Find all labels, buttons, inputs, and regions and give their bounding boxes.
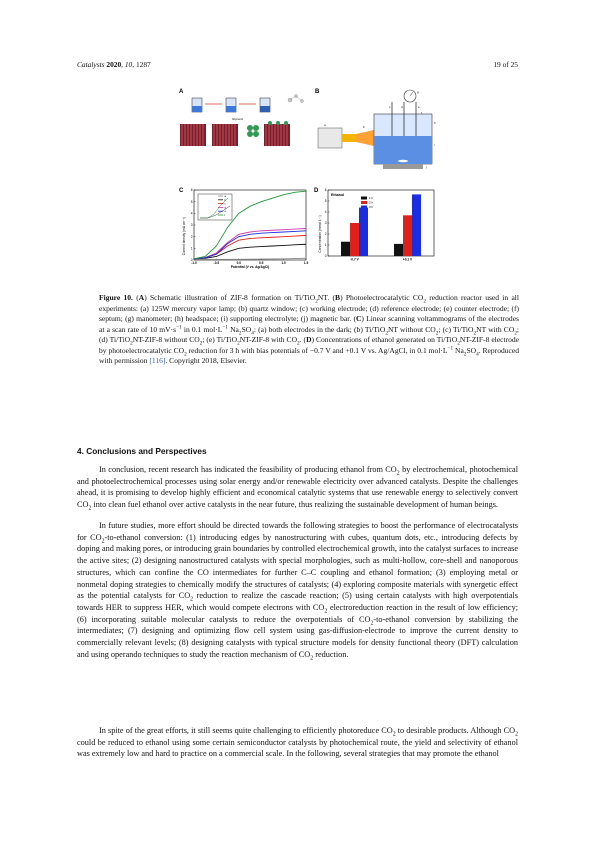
part-label-e: e bbox=[418, 105, 420, 109]
part-label-a: a bbox=[324, 123, 326, 127]
chart-c-legend-label: e bbox=[224, 210, 226, 214]
section-heading: 4. Conclusions and Perspectives bbox=[77, 446, 207, 456]
chart-c-legend-label: d bbox=[224, 206, 226, 210]
chart-c-ytick-label: 4 bbox=[190, 211, 193, 216]
chart-c-xtick-label: -1.0 bbox=[191, 261, 197, 265]
chart-c-ytick-label: 1 bbox=[190, 246, 193, 251]
paragraph-1: In conclusion, recent research has indicated the feasibility of producing ethanol from $CO_2$ by electrochemical, photochemical and photoelectrochemical processes using solar energy and/or renewable electricity over advanced catalysts. Despite the challenges ahead, it is promising to develop highly efficient and economical catalytic systems that use renewable energy to selectively convert $CO_2$ into clean fuel ethanol over active catalysts in the near future, thus realizing the sustainable development of human beings. bbox=[77, 465, 519, 512]
panel-c-chart bbox=[182, 188, 308, 269]
paragraph-3: In spite of the great efforts, it still seems quite challenging to efficiently photoreduce $CO_2$ to desirable products. Although $CO_2$ could be reduced to ethanol using some certain semiconductor catalysts by photochemical route, the yield and selectivity of ethanol was extremely low and hard to practice on a commercial scale. In the following, several strategies that may promote the ethanol bbox=[77, 726, 518, 759]
chart-c-xtick-label: 0.0 bbox=[236, 261, 242, 265]
chart-d-ytick-label: 5 bbox=[324, 199, 327, 204]
chart-c-legend-label: b bbox=[224, 198, 226, 202]
figure-10 bbox=[178, 84, 440, 269]
page-number: 19 of 25 bbox=[493, 60, 518, 69]
journal-volume: 10 bbox=[124, 60, 133, 69]
part-label-c: c bbox=[389, 105, 391, 109]
panel-b-label: B bbox=[315, 89, 320, 95]
figure-caption-text: (A) Schematic illustration of ZIF-8 formation on Ti/TiO$_2$NT. (B) Photoelectrocatalytic $CO_2$ reduction reactor used in all experiments: (a) 125W mercury vapor lamp; (b) quartz window; (c) working electrode; (d) reference electrode; (e) counter electrode; (f) septum; (g) manometer; (h) headspace; (i) supporting electrolyte; (j) magnetic bar. (C) Linear scanning voltammograms of the electrodes at a scan rate of 10 $mV\cdot s^{-1}$ in 0.1 $mol\cdot L^{-1}$ $Na_2SO_4$: (a) both electrodes in the dark; (b) Ti/TiO$_2$NT without $CO_2$; (c) Ti/TiO$_2$NT with $CO_2$; (d) Ti/TiO$_2$NT-ZIF-8 without $CO_2$; (e) Ti/TiO$_2$NT-ZIF-8 with $CO_2$. (D) Concentrations of ethanol generated on Ti/TiO$_2$NT-ZIF-8 electrode by photoelectrocatalytic $CO_2$ reduction for 3 h with bias potentials of −0.7 V and +0.1 V vs. Ag/AgCl, in 0.1 $mol\cdot L^{-1}$ $Na_2SO_4$. Reproduced with permission [116]. Copyright 2018, Elsevier. bbox=[99, 293, 520, 365]
chart-d-ytick-label: 4 bbox=[324, 210, 327, 215]
zif8-molecule bbox=[288, 95, 304, 103]
panel-a-label: A bbox=[179, 89, 184, 95]
part-label-g: g bbox=[417, 90, 419, 94]
chart-d-bar bbox=[341, 242, 350, 256]
chart-d-legend-swatch bbox=[361, 201, 367, 204]
chart-d-bar bbox=[403, 215, 412, 256]
chart-c-legend-label: f bbox=[224, 214, 226, 217]
nanotube-array-2 bbox=[212, 124, 238, 146]
chart-c-inset bbox=[198, 194, 232, 220]
chart-c-ytick-label: 0 bbox=[190, 258, 193, 263]
chart-d-categories bbox=[350, 258, 413, 262]
chart-c-ytick-label: 2 bbox=[190, 234, 193, 239]
chart-d-legend-swatch bbox=[361, 197, 367, 200]
chart-c-xtick-label: 1.5 bbox=[303, 261, 309, 265]
chart-c-ytick-label: 5 bbox=[190, 199, 193, 204]
chart-c-xlabel: Potential (V vs. Ag/AgCl) bbox=[230, 265, 270, 269]
part-label-d: d bbox=[401, 105, 403, 109]
panel-a-schematic bbox=[180, 95, 304, 147]
chart-d-ytick-label: 6 bbox=[324, 188, 327, 193]
chart-c-legend-label: c bbox=[224, 202, 226, 206]
chart-c-yticks bbox=[191, 188, 196, 262]
chart-c-ytick-label: 3 bbox=[190, 223, 193, 228]
chart-d-bar bbox=[394, 244, 403, 256]
chart-c-legend-label: a bbox=[224, 195, 226, 198]
chart-c-ylabel: Current density (mA cm⁻²) bbox=[182, 216, 186, 256]
part-label-i: i bbox=[434, 143, 435, 147]
part-label-h: h bbox=[434, 121, 436, 125]
glycerol-label: Glycerol bbox=[232, 117, 244, 121]
article-number: 1287 bbox=[135, 60, 151, 69]
chart-d-ytick-label: 1 bbox=[324, 243, 327, 248]
panel-d-chart bbox=[318, 188, 434, 261]
panel-b-reactor bbox=[318, 90, 432, 169]
chart-d-bar bbox=[359, 208, 368, 256]
chart-c-ytick-label: 6 bbox=[190, 188, 193, 193]
chart-d-legend-swatch bbox=[361, 206, 367, 209]
chart-d-yticks bbox=[325, 188, 330, 258]
figure-caption-label: Figure 10. bbox=[99, 293, 133, 302]
chart-c-xtick-label: -0.5 bbox=[213, 261, 220, 265]
chart-d-title: Ethanol bbox=[331, 193, 345, 197]
chart-d-ytick-label: 2 bbox=[324, 232, 327, 237]
zif8-crystals bbox=[247, 125, 259, 137]
panel-c-label: C bbox=[179, 188, 184, 194]
running-header-citation: Catalysts 2020, 10, 1287 bbox=[77, 60, 151, 69]
chart-d-bar bbox=[350, 223, 359, 256]
chart-c-series-d bbox=[194, 229, 306, 259]
journal-year: 2020 bbox=[106, 60, 122, 69]
part-label-b: b bbox=[363, 125, 365, 129]
journal-name: Catalysts bbox=[77, 60, 105, 69]
chart-d-ytick-label: 3 bbox=[324, 221, 327, 226]
figure-caption bbox=[99, 293, 519, 367]
chart-c-xtick-label: 0.5 bbox=[258, 261, 264, 265]
chart-d-bar bbox=[412, 194, 421, 256]
part-label-f: f bbox=[421, 111, 422, 115]
chart-d-legend-label: 3 h bbox=[369, 205, 374, 209]
nanotube-array-3 bbox=[264, 121, 290, 146]
chart-d-legend-label: 2 h bbox=[369, 200, 374, 205]
nanotube-array-1 bbox=[180, 124, 206, 146]
chart-d-legend bbox=[361, 196, 374, 209]
chart-c-xtick-label: 1.0 bbox=[281, 261, 286, 265]
chart-d-bars bbox=[341, 194, 421, 256]
chart-d-category-label: +0.1 V bbox=[402, 257, 413, 262]
chart-d-ylabel: Concentration (mmol L⁻¹) bbox=[318, 215, 322, 253]
chart-d-category-label: -0.7 V bbox=[350, 257, 359, 262]
part-label-j: j bbox=[426, 165, 427, 169]
chart-d-ytick-label: 0 bbox=[324, 254, 327, 259]
chart-c-series-a bbox=[194, 258, 306, 259]
panel-d-label: D bbox=[314, 188, 319, 194]
chart-d-legend-label: 1 h bbox=[369, 196, 374, 200]
paragraph-2: In future studies, more effort should be directed towards the following strategies to boost the performance of electrocatalysts for $CO_2-to$-ethanol conversion: (1) introducing edges by nanostructuring with cubes, quantum dots, etc., introducing defects by doping and making pores, or introducing grain boundaries by controlled electrochemical growth, into the catalyst surfaces to increase the active sites; (2) designing nanostructured catalysts with special morphologies, such as multi-hollow, core-shell and nanoporous structures, which can confine the CO intermediates for further C–C coupling and ethanol formation; (3) employing metal or nonmetal doping strategies to chemically modify the structures of catalysts; (4) exploring composite materials with synergetic effect as the potential catalysts for $CO_2$ reduction to realize the cascade reaction; (5) using certain catalysts with high overpotentials towards HER to suppress HER, which would compete electrons with $CO_2$ electroreduction reaction in the result of low efficiency; (6) incorporating suitable molecular catalysts to reduce the overpotentials of $CO_2-to$-ethanol conversion by stabilizing the intermediates; (7) designing and optimizing flow cell system using gas-diffusion-electrode to improve the current density to commercially relevant levels; (8) designing catalysts with typical structure models for density functional theory (DFT) calculation and using operando techniques to study the reaction mechanism of $CO_2$ reduction. bbox=[77, 521, 518, 662]
